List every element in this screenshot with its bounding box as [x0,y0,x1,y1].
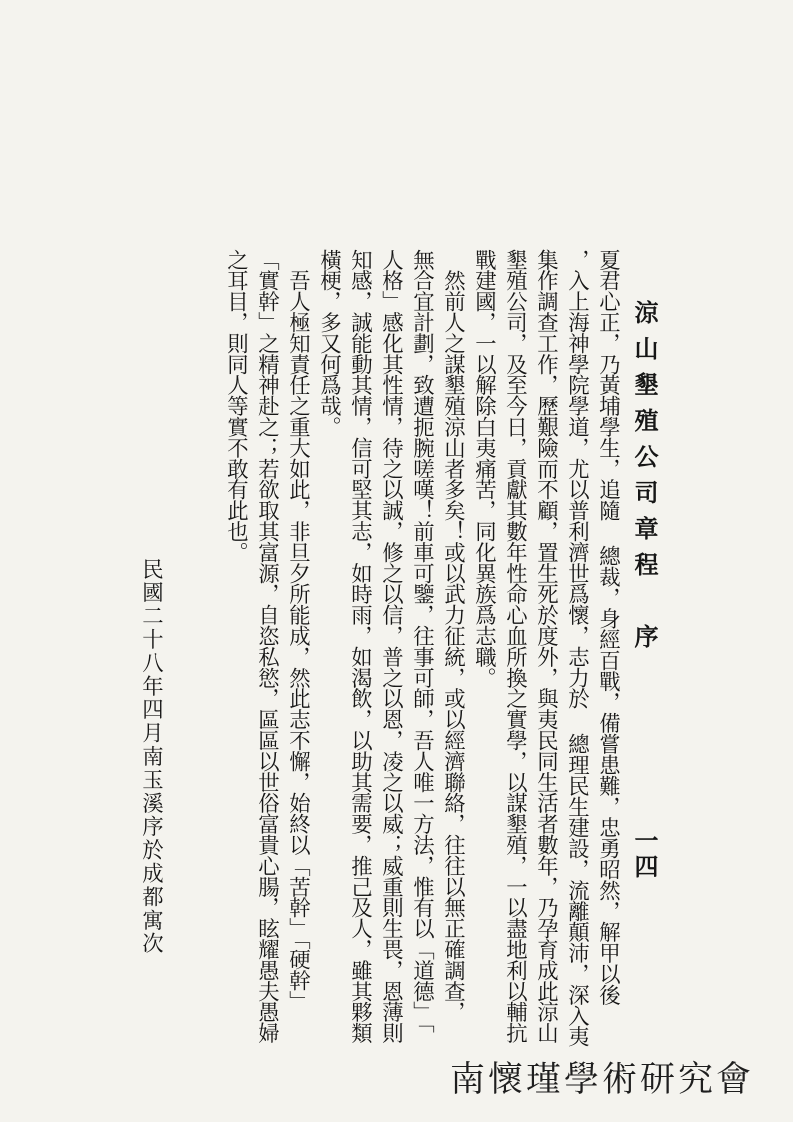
text-line: 人格」感化其性情，待之以誠，修之以信，普之以恩，凌之以威；威重則生畏，恩薄則 [378,249,404,1044]
text-line: 集作調查工作，歷艱險而不顧，置生死於度外，與夷民同生活者數年，乃孕育成此涼山 [533,249,559,1044]
text-line: ，入上海神學院學道，尤以普利濟世爲懷，志力於 總理民生建設，流離顛沛，深入夷 [564,249,590,1047]
text-line: 然前人之謀墾殖涼山者多矣！或以武力征統，或以經濟聯絡，往往以無正確調查， [440,249,466,1023]
text-line: 「實幹」之精神赴之；若欲取其富源，自恣私慾，區區以世俗富貴心腸，眩耀愚夫愚婦 [254,249,280,1044]
text-line: 之耳目，則同人等實不敢有此也。 [223,249,249,563]
text-line: 知感，誠能動其情，信可堅其志，如時雨，如渴飲，以助其需要，推己及人，雖其夥類 [347,249,373,1044]
date-signature-line: 民國二十八年四月南玉溪序於成都寓次 [138,558,164,956]
page-title: 涼山墾殖公司章程 序 [630,300,659,660]
text-line: 戰建國，一以解除白夷痛苦，同化異族爲志職。 [471,249,497,688]
text-line: 夏君心正，乃黃埔學生，追隨 總裁，身經百戰，備嘗患難，忠勇昭然，解甲以後 [595,249,621,1005]
text-line: 無合宜計劃，致遭扼腕嗟嘆！前車可鑒，往事可師，吾人唯一方法，惟有以「道德」「 [409,249,435,1033]
page-number: 一四 [630,828,659,880]
text-line: 墾殖公司，及至今日，貢獻其數年性命心血所換之實學，以謀墾殖，一以盡地利以輔抗 [502,249,528,1044]
text-line: 吾人極知責任之重大如此，非旦夕所能成，然此志不懈，始終以「苦幹」「硬幹」 [285,249,311,1012]
watermark: 南懷瑾學術研究會 [450,1060,755,1100]
text-line: 橫梗，多又何爲哉。 [316,249,342,438]
